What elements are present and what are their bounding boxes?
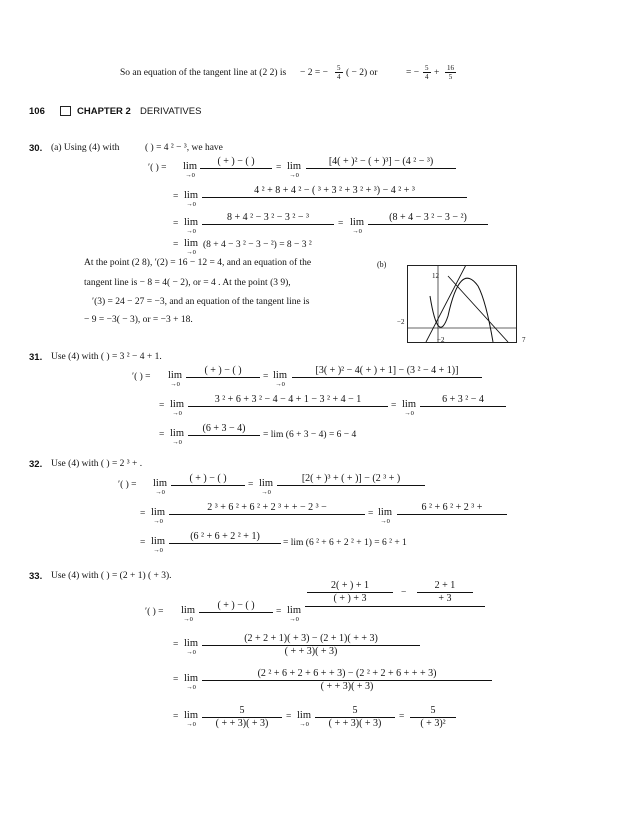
p32-eq-2: = [140, 509, 146, 519]
p30-frac-5: (8 + 4 − 3 ² − 3 − ²) [368, 212, 488, 225]
p30-lim-3: lim →0 [184, 190, 199, 208]
p30-lim-4: lim →0 [184, 217, 199, 235]
p33-frac-7: 5 ( + 3)² [410, 705, 456, 730]
p33-inner-frac-right: 2 + 1 + 3 [417, 580, 473, 605]
tangent-frac2-num: 5 [425, 64, 429, 72]
tangent-graph-svg [408, 266, 516, 342]
p33-lim-2: lim →0 [287, 605, 302, 623]
p33-eq-3: = [173, 675, 179, 685]
p33-lim-3: lim →0 [184, 638, 199, 656]
p30-eq-3: = [173, 219, 179, 229]
problem-32-intro: Use (4) with ( ) = 2 ³ + . [51, 459, 143, 469]
p31-frac-3: 3 ² + 6 + 3 ² − 4 − 4 + 1 − 3 ² + 4 − 1 [188, 394, 388, 407]
graph-x-label: 7 [522, 336, 526, 344]
p33-eq-1: = [276, 607, 282, 617]
p31-lim-5: lim →0 [170, 428, 185, 446]
p31-frac-5: (6 + 3 − 4) [188, 423, 260, 436]
p31-lim-2: lim →0 [273, 370, 288, 388]
p32-eq-4: = [140, 538, 146, 548]
chapter-marker-icon [60, 106, 71, 116]
p30-lim-5: lim →0 [350, 217, 365, 235]
tangent-eq-part3: = − [406, 68, 420, 78]
p31-lim-4: lim →0 [402, 399, 417, 417]
p32-eq-1: = [248, 480, 254, 490]
p33-fprime: ′( ) = [145, 607, 164, 617]
p33-eq-5: = [286, 712, 292, 722]
p33-inner-minus: − [401, 588, 407, 598]
p30-eq-5: = [173, 240, 179, 250]
p32-lim-3: lim →0 [151, 507, 166, 525]
tangent-frac3 [445, 64, 456, 81]
p31-eq-3: = [391, 401, 397, 411]
tangent-frac3-num: 16 [447, 64, 454, 72]
problem-30-function: ( ) = 4 ² − ³, we have [145, 143, 223, 153]
p30-lim-6: lim →0 [184, 238, 199, 256]
p33-eq-6: = [399, 712, 405, 722]
p30-frac-1: ( + ) − ( ) [200, 156, 272, 169]
tangent-intro: So an equation of the tangent line at (2 2) is [120, 68, 287, 78]
tangent-frac1-num: 5 [337, 64, 341, 72]
p33-frac-2 [305, 580, 485, 607]
problem-32-number: 32. [29, 459, 43, 470]
p33-frac-1: ( + ) − ( ) [199, 600, 273, 613]
problem-33-number: 33. [29, 571, 43, 582]
p31-lim-3: lim →0 [170, 399, 185, 417]
p32-lim-5: lim →0 [151, 536, 166, 554]
p33-eq-4: = [173, 712, 179, 722]
p30-result: (8 + 4 − 3 ² − 3 − ²) = 8 − 3 ² [203, 240, 312, 250]
chapter-title: DERIVATIVES [140, 106, 202, 117]
p32-eq-3: = [368, 509, 374, 519]
chapter-label: CHAPTER 2 [77, 106, 131, 117]
p33-frac-4: (2 ² + 6 + 2 + 6 + + 3) − (2 ² + 2 + 6 + + + 3) ( + + 3)( + 3) [202, 668, 492, 693]
p32-result: = lim (6 ² + 6 + 2 ² + 1) = 6 ² + 1 [283, 538, 407, 548]
p31-frac-1: ( + ) − ( ) [186, 365, 260, 378]
graph-part-label: (b) [377, 260, 387, 269]
tangent-frac3-den: 5 [448, 73, 453, 81]
graph-yneg-label: −2 [437, 336, 445, 344]
tangent-eq-part1: − 2 = − [300, 68, 328, 78]
p33-lim-4: lim →0 [184, 673, 199, 691]
p31-frac-2: [3( + )² − 4( + ) + 1] − (3 ² − 4 + 1)] [292, 365, 482, 378]
p31-eq-2: = [159, 401, 165, 411]
p32-lim-2: lim →0 [259, 478, 274, 496]
p32-frac-4: 6 ² + 6 ² + 2 ³ + [397, 502, 507, 515]
problem-30-intro: (a) Using (4) with [51, 143, 120, 153]
p30-frac-2: [4( + )² − ( + )³] − (4 ² − ³) [306, 156, 456, 169]
graph-xneg-label: −2 [397, 318, 405, 326]
problem-30-number: 30. [29, 143, 43, 154]
p30-fprime: ′( ) = [148, 163, 167, 173]
page-number: 106 [29, 106, 45, 117]
p30-at-line-1: At the point (2 8), ′(2) = 16 − 12 = 4, and an equation of the [84, 258, 312, 268]
p32-frac-1: ( + ) − ( ) [171, 473, 245, 486]
problem-31-intro: Use (4) with ( ) = 3 ² − 4 + 1. [51, 352, 162, 362]
p30-lim-1: lim →0 [183, 161, 198, 179]
tangent-frac2 [423, 64, 431, 81]
tangent-frac2-den: 4 [425, 73, 429, 81]
p33-lim-5: lim →0 [184, 710, 199, 728]
p32-frac-5: (6 ² + 6 + 2 ² + 1) [169, 531, 281, 544]
p32-fprime: ′( ) = [118, 480, 137, 490]
p31-lim-1: lim →0 [168, 370, 183, 388]
p31-frac-4: 6 + 3 ² − 4 [420, 394, 506, 407]
p31-result: = lim (6 + 3 − 4) = 6 − 4 [263, 430, 357, 440]
p30-eq-2: = [173, 192, 179, 202]
p32-lim-1: lim →0 [153, 478, 168, 496]
p31-eq-1: = [263, 372, 269, 382]
p33-lim-1: lim →0 [181, 605, 196, 623]
graph-y-label: 12 [432, 272, 439, 280]
p31-fprime: ′( ) = [132, 372, 151, 382]
p32-frac-3: 2 ³ + 6 ² + 6 ² + 2 ³ + + − 2 ³ − [169, 502, 365, 515]
p30-lim-2: lim →0 [287, 161, 302, 179]
p30-at-line-4: − 9 = −3( − 3), or = −3 + 18. [84, 315, 193, 325]
tangent-frac1 [335, 64, 343, 81]
p30-eq-1: = [276, 163, 282, 173]
p33-frac-5: 5 ( + + 3)( + 3) [202, 705, 282, 730]
tangent-eq-part2: ( − 2) or [346, 68, 378, 78]
p33-inner-frac-left: 2( + ) + 1 ( + ) + 3 [307, 580, 393, 605]
p30-at-line-3: ′(3) = 24 − 27 = −3, and an equation of the tangent line is [92, 297, 310, 307]
p33-lim-6: lim →0 [297, 710, 312, 728]
p30-frac-3: 4 ² + 8 + 4 ² − ( ³ + 3 ² + 3 ² + ³) − 4 ² + ³ [202, 185, 467, 198]
p31-eq-4: = [159, 430, 165, 440]
p33-eq-2: = [173, 640, 179, 650]
graph-curve [430, 278, 493, 342]
p30-eq-4: = [338, 219, 344, 229]
tangent-eq-part4: + [434, 68, 440, 78]
p30-frac-4: 8 + 4 ² − 3 ² − 3 ² − ³ [202, 212, 334, 225]
p30-at-line-2: tangent line is − 8 = 4( − 2), or = 4 . At the point (3 9), [84, 278, 291, 288]
p32-lim-4: lim →0 [378, 507, 393, 525]
p32-frac-2: [2( + )³ + ( + )] − (2 ³ + ) [277, 473, 425, 486]
tangent-graph [407, 265, 517, 343]
problem-31-number: 31. [29, 352, 43, 363]
tangent-frac1-den: 4 [337, 73, 341, 81]
p33-frac-3: (2 + 2 + 1)( + 3) − (2 + 1)( + + 3) ( + + 3)( + 3) [202, 633, 420, 658]
problem-33-intro: Use (4) with ( ) = (2 + 1) ( + 3). [51, 571, 172, 581]
p33-frac-6: 5 ( + + 3)( + 3) [315, 705, 395, 730]
